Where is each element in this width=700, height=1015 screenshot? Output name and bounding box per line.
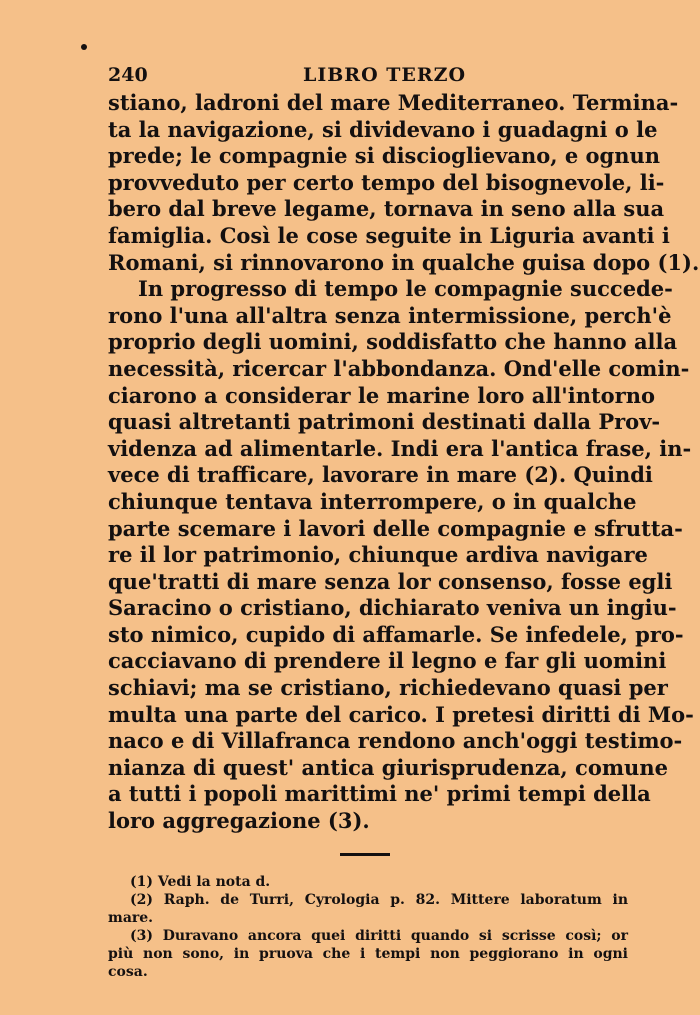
text-line: provveduto per certo tempo del bisognevole, li- (108, 169, 665, 195)
text-line: que'tratti di mare senza lor consenso, fosse egli (108, 568, 673, 594)
footnotes (108, 873, 628, 981)
text-line: chiunque tentava interrompere, o in qualche (108, 488, 637, 514)
page-number: 240 (108, 64, 148, 86)
text-line: a tutti i popoli marittimi ne' primi tempi della (108, 781, 651, 807)
footnote-line: (3) Duravano ancora quei diritti quando si scrisse così; or (130, 928, 628, 944)
text-line: prede; le compagnie si discioglievano, e ognun (108, 143, 661, 169)
footnote-line: (2) Raph. de Turri, Cyrologia p. 82. Mittere laboratum in (130, 892, 628, 908)
text-line: parte scemare i lavori delle compagnie e sfrutta- (108, 515, 683, 541)
footnote-divider (340, 853, 390, 856)
text-line: rono l'una all'altra senza intermissione, perch'è (108, 302, 672, 328)
ink-speck (81, 44, 87, 50)
text-line: cacciavano di prendere il legno e far gli uomini (108, 648, 667, 674)
text-line: sto nimico, cupido di affamarle. Se infedele, pro- (108, 621, 684, 647)
paragraph-2 (108, 276, 694, 834)
footnote-line: (1) Vedi la nota d. (130, 874, 271, 890)
text-line: videnza ad alimentarle. Indi era l'antica frase, in- (108, 435, 692, 461)
text-line: loro aggregazione (3). (108, 808, 370, 834)
footnote-2 (108, 891, 628, 927)
text-line: re il lor patrimonio, chiunque ardiva navigare (108, 542, 648, 568)
text-line: In progresso di tempo le compagnie succede- (138, 276, 673, 302)
footnote-line: mare. (108, 910, 154, 926)
footnote-line: più non sono, in pruova che i tempi non peggiorano in ogni (108, 946, 628, 962)
running-head: LIBRO TERZO (303, 64, 467, 86)
body-text (108, 90, 700, 835)
page-header (108, 64, 628, 90)
text-line: naco e di Villafranca rendono anch'oggi testimo- (108, 728, 683, 754)
text-line: Saracino o cristiano, dichiarato veniva un ingiu- (108, 595, 677, 621)
text-line: Romani, si rinnovarono in qualche guisa dopo (1). (108, 249, 700, 275)
footnote-1 (108, 873, 628, 891)
text-line: famiglia. Così le cose seguite in Liguria avanti i (108, 222, 670, 248)
text-line: vece di trafficare, lavorare in mare (2). Quindi (108, 462, 653, 488)
text-line: necessità, ricercar l'abbondanza. Ond'elle comin- (108, 355, 690, 381)
footnote-line: cosa. (108, 964, 148, 980)
text-line: proprio degli uomini, soddisfatto che hanno alla (108, 329, 678, 355)
text-line: multa una parte del carico. I pretesi diritti di Mo- (108, 701, 694, 727)
text-line: ta la navigazione, si dividevano i guadagni o le (108, 116, 658, 142)
text-line: schiavi; ma se cristiano, richiedevano quasi per (108, 675, 668, 701)
text-line: quasi altretanti patrimoni destinati dalla Prov- (108, 409, 661, 435)
text-line: ciarono a considerar le marine loro all'intorno (108, 382, 656, 408)
footnote-3 (108, 927, 628, 981)
paragraph-1 (108, 90, 700, 276)
text-line: bero dal breve legame, tornava in seno alla sua (108, 196, 665, 222)
text-line: stiano, ladroni del mare Mediterraneo. Termina- (108, 90, 679, 115)
text-line: nianza di quest' antica giurisprudenza, comune (108, 754, 668, 780)
